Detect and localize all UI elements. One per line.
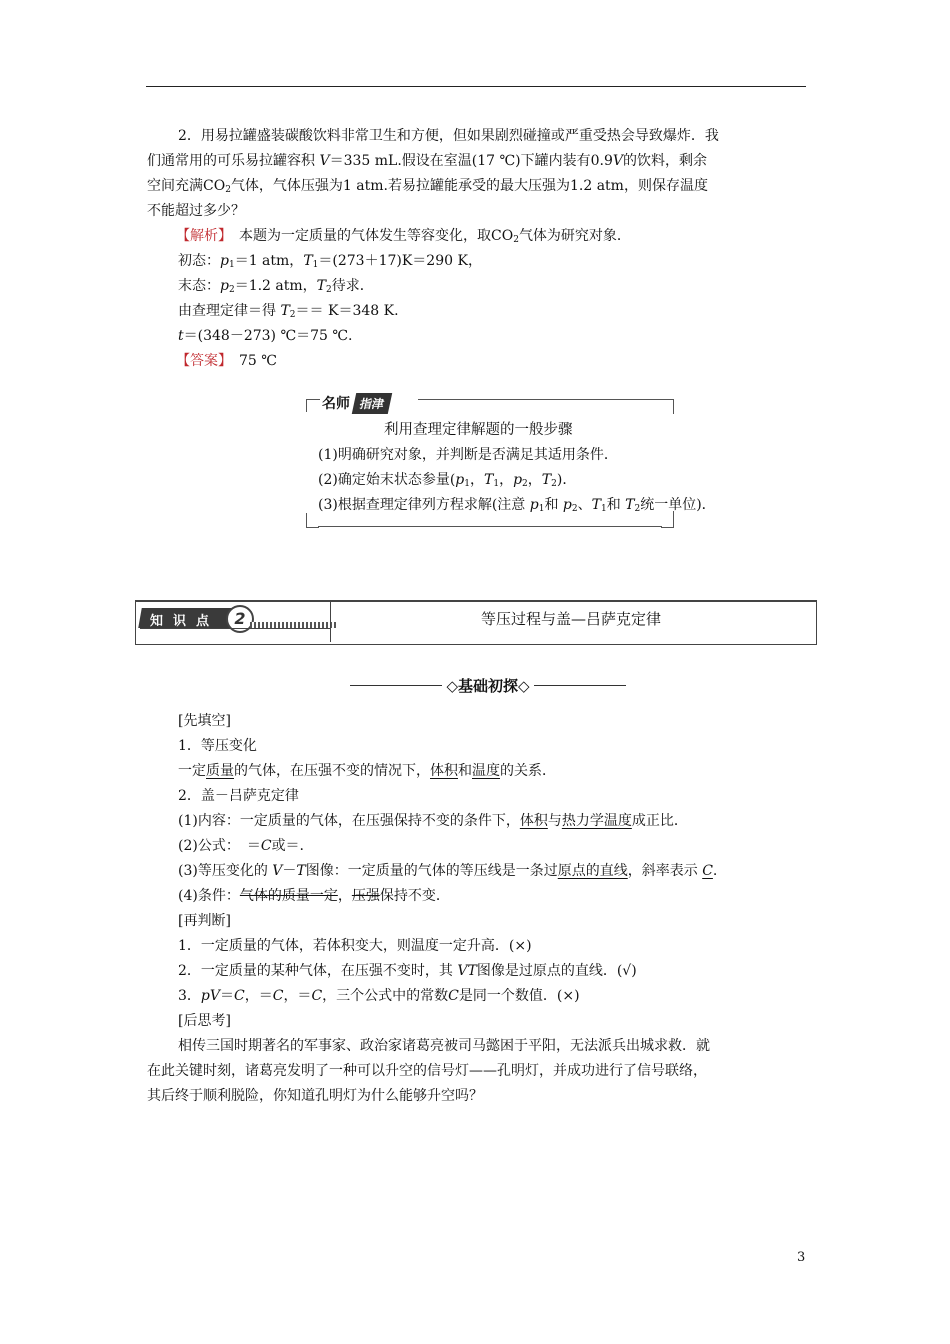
problem-line-3: 空间充满$CO_2$气体，气体压强为1 atm.若易拉罐能承受的最大压强为1.2 atm，则保存温度 — [147, 178, 708, 195]
fill-content-2: (2)公式： ＝C或＝. — [178, 838, 305, 854]
knowledge-point-bar — [135, 600, 817, 645]
initial-state: 初态：$p_1=1$ atm，$T_1=(273+17)K=290$ K， — [178, 253, 482, 270]
section-heading: ◇基础初探◇ — [350, 674, 626, 696]
final-state: 末态：$p_2=1.2$ atm，$T_2$待求． — [178, 278, 374, 295]
header-rule — [146, 86, 806, 87]
answer-line: 【答案】 75 ℃ — [176, 353, 277, 369]
think-line-3: 其后终于顺利脱险，你知道孔明灯为什么能够升空吗？ — [147, 1088, 483, 1104]
problem-line-2: 们通常用的可乐易拉罐容积 V＝335 mL.假设在室温(17 ℃)下罐内装有0.9V的饮料，剩余 — [147, 153, 708, 169]
answer-tag: 【答案】 — [176, 353, 225, 369]
fill-content-1: (1)内容：一定质量的气体，在压强保持不变的条件下，体积与热力学温度成正比． — [178, 813, 688, 829]
knowledge-point-title: 等压过程与盖—吕萨克定律 — [481, 610, 662, 628]
knowledge-point-number: 2 — [226, 605, 254, 633]
knowledge-point-label: 知识点 2 — [140, 608, 330, 630]
analysis-tag: 【解析】 — [176, 228, 225, 244]
tip-step-1: (1)明确研究对象，并判断是否满足其适用条件． — [318, 447, 618, 463]
problem-line-4: 不能超过多少？ — [147, 203, 245, 219]
think-line-1: 相传三国时期著名的军事家、政治家诸葛亮被司马懿困于平阳，无法派兵出城求救．就 — [178, 1038, 710, 1054]
tip-step-3: (3)根据查理定律列方程求解(注意 $p_1$和 $p_2$、$T_1$和 $T_2$统一单位)． — [318, 497, 716, 514]
tip-step-2: (2)确定始末状态参量($p_1$，$T_1$，$p_2$，$T_2$)． — [318, 472, 577, 489]
celsius-line: t＝(348－273) ℃＝75 ℃. — [178, 328, 353, 344]
fill-item-1-text: 一定质量的气体，在压强不变的情况下，体积和温度的关系． — [178, 763, 556, 779]
think-line-2: 在此关键时刻，诸葛亮发明了一种可以升空的信号灯——孔明灯，并成功进行了信号联络， — [147, 1063, 707, 1079]
analysis-line: 【解析】 本题为一定质量的气体发生等容变化，取$CO_2$气体为研究对象． — [176, 228, 631, 245]
fill-content-3: (3)等压变化的 V－T图像：一定质量的气体的等压线是一条过原点的直线，斜率表示 C. — [178, 863, 718, 879]
problem-line-1: 2．用易拉罐盛装碳酸饮料非常卫生和方便，但如果剧烈碰撞或严重受热会导致爆炸．我 — [178, 128, 719, 144]
fill-header: [先填空] — [178, 713, 231, 729]
tip-title: 利用查理定律解题的一般步骤 — [384, 422, 573, 438]
judge-item-2: 2．一定质量的某种气体，在压强不变时，其 VT图像是过原点的直线．(√) — [178, 963, 637, 979]
judge-item-1: 1．一定质量的气体，若体积变大，则温度一定升高．(×) — [178, 938, 532, 954]
charles-law-line: 由查理定律＝得 $T_2== K=348$ K. — [178, 303, 399, 320]
judge-header: [再判断] — [178, 913, 231, 929]
fill-item-1: 1．等压变化 — [178, 738, 257, 754]
judge-item-3: 3．pV＝C，＝C，＝C，三个公式中的常数C是同一个数值．(×) — [178, 988, 580, 1004]
fill-item-2: 2．盖－吕萨克定律 — [178, 788, 299, 804]
fill-content-4: (4)条件：气体的质量一定，压强保持不变． — [178, 888, 450, 904]
think-header: [后思考] — [178, 1013, 231, 1029]
page-number: 3 — [797, 1250, 806, 1265]
teacher-tip-badge: 名师 指津 — [320, 393, 390, 413]
